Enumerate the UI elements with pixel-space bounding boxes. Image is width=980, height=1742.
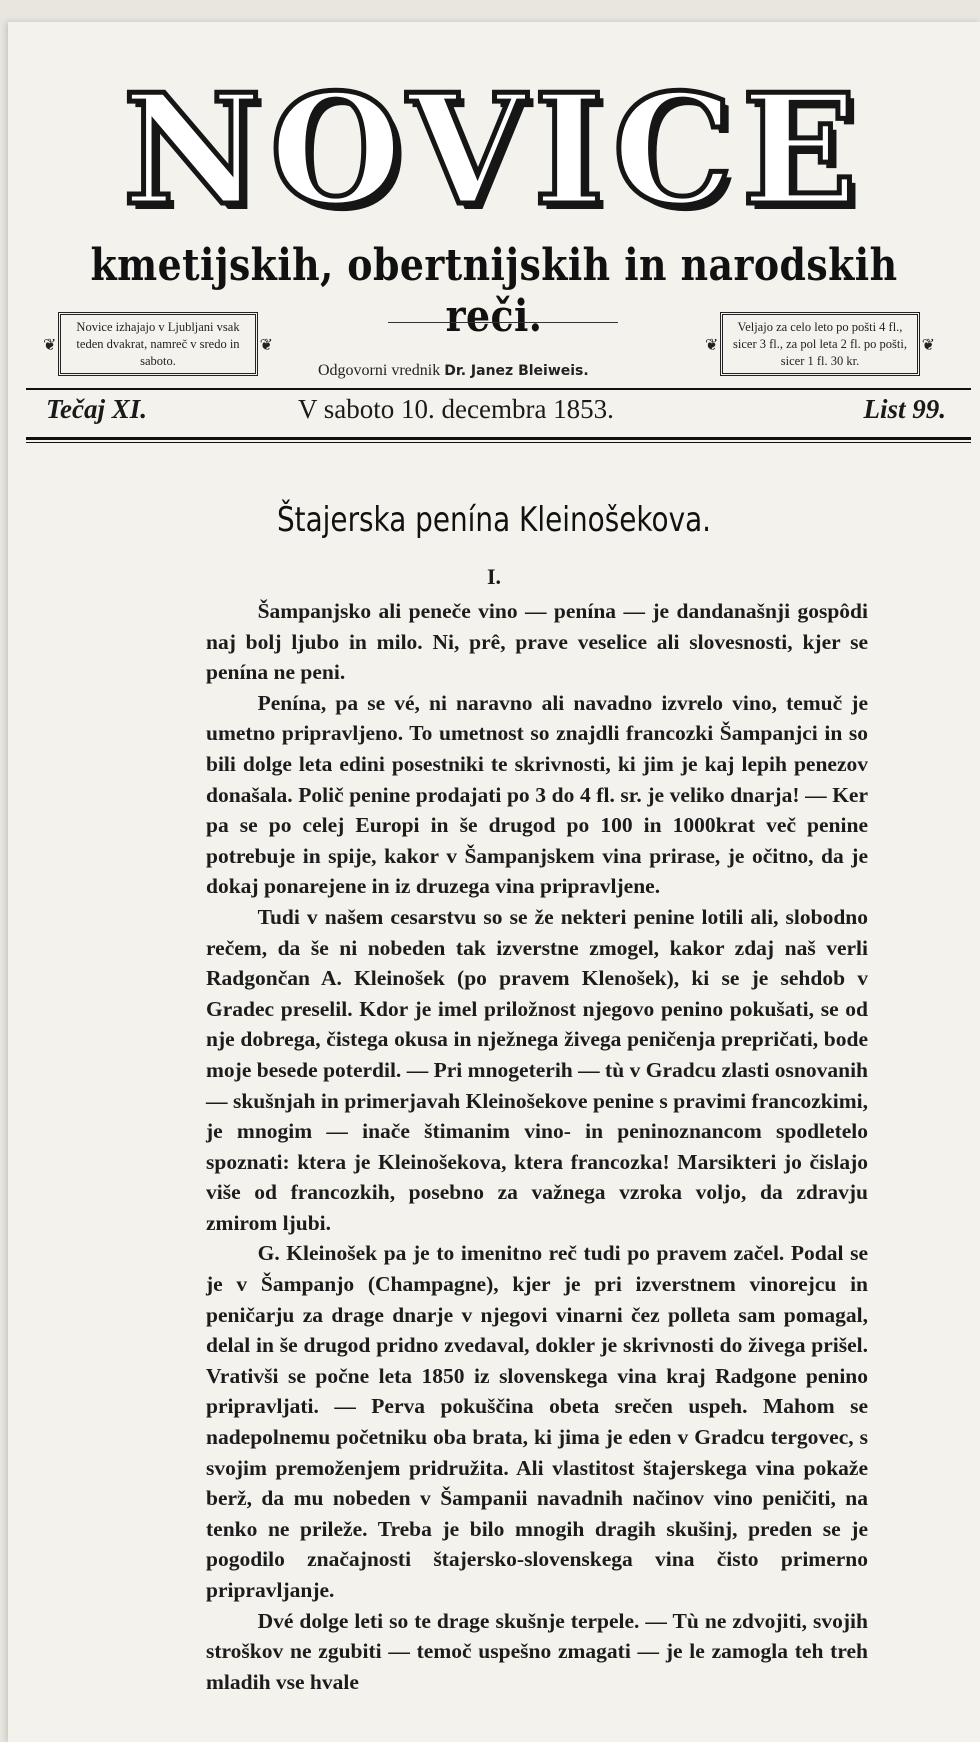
article-paragraph: Tudi v našem cesarstvu so se že nekteri penine lotili ali, slobodno rečem, da še ni nobeden tak izverstne zmogel, kakor zdaj naš verli Radgončan A. Kleinošek (po pravem Klenošek), ki se je sehdob v Gradec preselil. Kdor je imel priložnost njegovo penino pokušati, se od nje dobrega, čistega okusa in nježnega živega peničenja prepričati, bode moje besede poterdil. — Pri mnogeterih — tù v Gradcu zlasti osnovanih — skušnjah in primerjavah Kleinošekove penine s pravimi francozkimi, je mnogim — inače štimanim vino- in peninoznancom spodletelo spoznati: ktera je Kleinošekova, ktera francozka! Marsikteri jo čislajo više od francozkih, posebno za važnega vzroka voljo, da zdravju zmirom ljubi. [206,904,868,1235]
article-part-number: I. [486,564,502,589]
issue-date: V saboto 10. decembra 1853. [298,394,614,424]
ornament-icon: ❦ [259,337,273,354]
meta-rule-bottom [26,437,971,440]
ornament-icon: ❦ [43,337,57,354]
subscription-price-text: Veljajo za celo leto po pošti 4 fl., sicer 3 fl., za pol leta 2 fl. po pošti, sicer 1 fl. 30 kr. [733,320,907,368]
ornament-icon: ❦ [705,337,719,354]
meta-rule-top [26,388,971,390]
editor-label: Odgovorni vrednik [318,362,441,379]
masthead-subtitle: kmetijskih, obertnijskih in narodskih reči. [90,240,898,342]
article-paragraph: Dvé dolge leti so te drage skušnje terpele. — Tù ne zdvojiti, svojih stroškov ne zgubiti — temoč uspešno zmagati — je le zamogla teh treh mladih vse hvale [206,1608,868,1694]
meta-rule-bottom-thin [26,442,971,443]
subscription-price-box [705,312,935,376]
ornament-icon: ❦ [921,337,935,354]
newspaper-page [8,22,980,1742]
publication-schedule-text: Novice izhajajo v Ljubljani vsak teden dvakrat, namreč v sredo in saboto. [76,320,240,368]
article-paragraph: G. Kleinošek pa je to imenitno reč tudi po pravem začel. Podal se je v Šampanjo (Champagne), kjer je pri izverstnem vinorejcu in peničarju za drage dnarje v njegovi vinarni čez polleta sam pomagal, delal in še drugod pridno zvedaval, dokler je skrivnosti do živega prišel. Vrativši se počne leta 1850 iz slovenskega vina kraj Radgone penino pripravljati. — Perva pokuščina obeta srečen uspeh. Mahom se nadepolnemu početniku oba brata, ki jima je eden v Gradcu tergovec, s svojim premoženjem pridružita. Ali vlastitost štajerskega vina pokaže berž, da mu nobeden v Šampanii navadnih načinov vino peničiti, na tenko ne prileže. Treba je bilo mnogih dragih skušinj, preden se je pogodilo značajnosti štajersko-slovenskega vina čisto primerno pripravljanje. [206,1241,868,1602]
editor-name: Dr. Janez Bleiweis. [444,363,589,379]
publication-schedule-box [43,312,273,376]
article-title: Štajerska penína Kleinošekova. [276,500,712,540]
article-paragraph: Šampanjsko ali peneče vino — penína — je dandanašnji gospôdi naj bolj ljubo in milo. Ni, prê, prave veselice ali slovesnosti, kjer se penína ne peni. [206,599,868,685]
issue-number: List 99. [863,394,946,424]
article-body [206,596,868,1698]
article-paragraph: Penína, pa se vé, ni naravno ali navadno izvrelo vino, temuč je umetno pripravljeno. To umetnost so znajdli francozki Šampanjci in so bili dolge leta edini posestniki te skrivnosti, ki jim je kaj lepih penezov donašala. Polič penine prodajati po 3 do 4 fl. sr. je veliko dnarja! — Ker pa se po celej Europi in še drugod po 100 in 1000krat več penine potrebuje in spije, kakor v Šampanjskem vina prirase, je očitno, da je dokaj ponarejene in iz druzega vina pripravljene. [206,690,868,899]
volume-label: Tečaj XI. [46,394,147,424]
editor-line [318,362,589,380]
editor-divider [388,322,618,323]
masthead-title: NOVICE [122,60,866,239]
